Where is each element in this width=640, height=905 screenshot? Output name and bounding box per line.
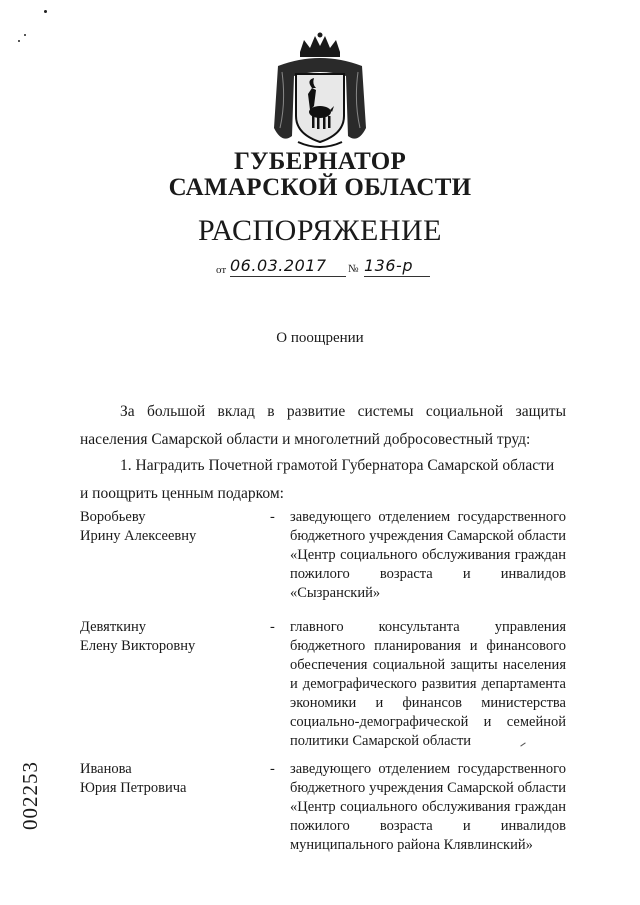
- award-paragraph: 1. Наградить Почетной грамотой Губернатора Самарской области и поощрить ценным подарком:: [80, 457, 555, 502]
- date-underline: [230, 276, 346, 277]
- awardee-dash: -: [270, 761, 275, 777]
- awardee-description: главного консультанта управления бюджетного планирования и финансового обеспечения социальной защиты населения и демографического развития департамента экономики и финансов министерства социально-демографической и семейной политики Самарской области: [290, 619, 566, 749]
- date-prefix: от: [216, 264, 227, 276]
- intro-paragraph: За большой вклад в развитие системы социальной защиты населения Самарской области и многолетний добросовестный труд:: [80, 403, 566, 448]
- date-number-line: [216, 256, 432, 280]
- awardee-name: Воробьеву Ирину Алексеевну: [80, 509, 197, 544]
- issuer-title-line1: ГУБЕРНАТОР: [233, 148, 407, 175]
- awardee-description: заведующего отделением государственного бюджетного учреждения Самарской области «Центр социального обслуживания граждан пожилого возраста и инвалидов «Сызранский»: [290, 509, 566, 601]
- document-date: 06.03.2017: [230, 256, 327, 275]
- document-subject: О поощрении: [276, 330, 364, 346]
- number-label: №: [348, 263, 359, 275]
- awardee-name: Девяткину Елену Викторовну: [80, 619, 196, 654]
- issuer-title-line2: САМАРСКОЙ ОБЛАСТИ: [168, 174, 472, 201]
- document-type: РАСПОРЯЖЕНИЕ: [197, 214, 443, 247]
- samara-coat-of-arms-icon: [268, 32, 372, 152]
- document-number: 136-р: [364, 256, 413, 275]
- awardee-dash: -: [270, 509, 275, 525]
- number-underline: [364, 276, 430, 277]
- awardee-name: Иванова Юрия Петровича: [80, 761, 187, 796]
- registration-number: 002253: [18, 761, 42, 830]
- awardee-description: заведующего отделением государственного бюджетного учреждения Самарской области «Центр социального обслуживания граждан пожилого возраста и инвалидов муниципального района Клявлинский»: [290, 761, 566, 853]
- awardee-dash: -: [270, 619, 275, 635]
